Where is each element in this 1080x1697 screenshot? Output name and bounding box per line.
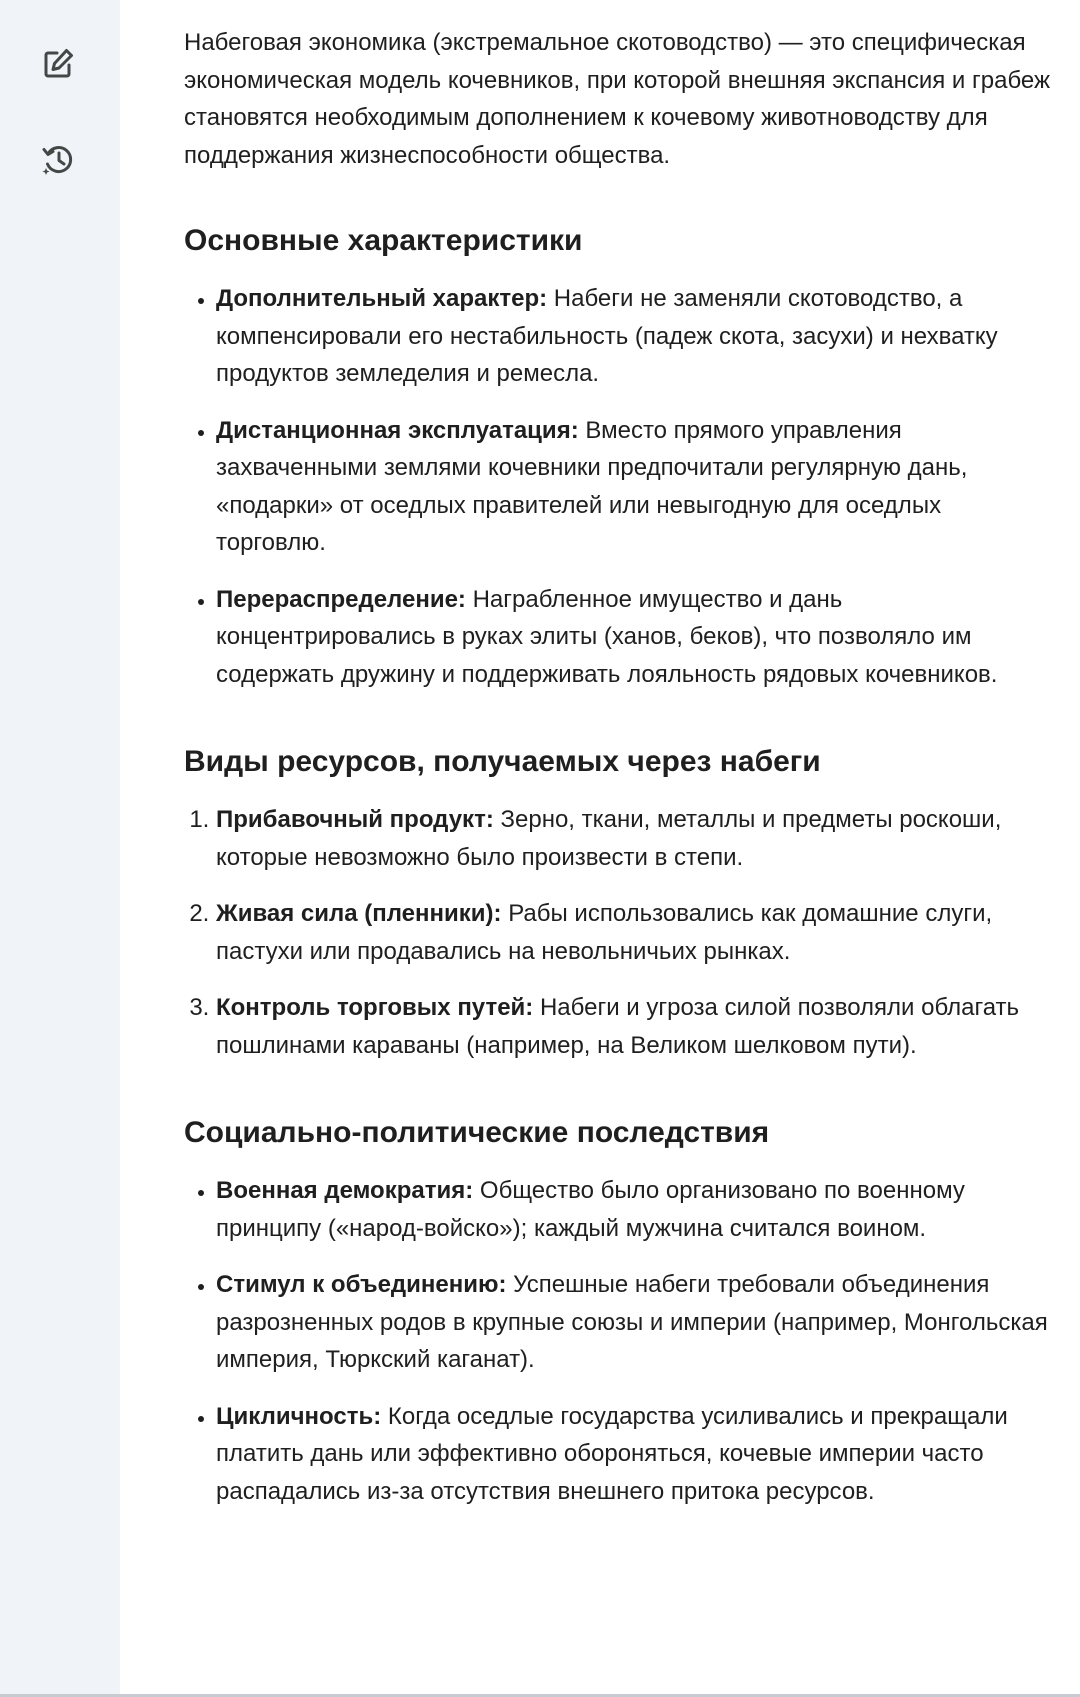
section-heading: Социально-политические последствия xyxy=(184,1116,770,1149)
item-text: Общество было организовано по военному принципу («народ-войско»); каждый мужчина считался воином. xyxy=(216,1177,965,1242)
list-item xyxy=(216,989,1056,1064)
list-item xyxy=(216,1398,1056,1511)
item-term: Военная демократия: xyxy=(216,1177,474,1204)
list-item xyxy=(216,801,1056,876)
item-term: Контроль торговых путей: xyxy=(216,994,534,1021)
list-item xyxy=(216,895,1056,970)
new-chat-button[interactable] xyxy=(36,42,80,86)
item-term: Дополнительный характер: xyxy=(216,285,548,312)
history-icon xyxy=(40,142,76,178)
section-heading: Виды ресурсов, получаемых через набеги xyxy=(184,745,821,778)
list-item xyxy=(216,412,1056,562)
list-item xyxy=(216,581,1056,694)
item-text: Успешные набеги требовали объединения разрозненных родов в крупные союзы и империи (например, Монгольская империя, Тюркский каганат). xyxy=(216,1271,1048,1373)
item-text: Вместо прямого управления захваченными землями кочевники предпочитали регулярную дань, «подарки» от оседлых правителей или невыгодную для оседлых торговлю. xyxy=(216,416,968,556)
item-term: Дистанционная эксплуатация: xyxy=(216,416,579,444)
item-term: Перераспределение: xyxy=(216,585,466,613)
history-button[interactable] xyxy=(36,138,80,182)
item-term: Стимул к объединению: xyxy=(216,1271,507,1298)
numbered-list xyxy=(184,801,1056,1064)
response-content xyxy=(184,24,1056,1510)
item-text: Набеги не заменяли скотоводство, а компенсировали его нестабильность (падеж скота, засухи) и нехватку продуктов земледелия и ремесла. xyxy=(216,285,998,387)
list-item xyxy=(216,1266,1056,1379)
sidebar-rail xyxy=(0,0,120,1697)
item-text: Рабы использовались как домашние слуги, пастухи или продавались на невольничьих рынках. xyxy=(216,900,993,965)
item-text: Награбленное имущество и дань концентрировались в руках элиты (ханов, беков), что позволяло им содержать дружину и поддерживать лояльность рядовых кочевников. xyxy=(216,585,998,688)
bullet-list xyxy=(184,280,1056,693)
list-item xyxy=(216,1172,1056,1247)
item-term: Живая сила (пленники): xyxy=(216,900,502,927)
new-chat-icon xyxy=(41,47,75,81)
section-heading: Основные характеристики xyxy=(184,224,583,257)
item-term: Прибавочный продукт: xyxy=(216,806,494,833)
item-text: Когда оседлые государства усиливались и прекращали платить дань или эффективно обороняться, кочевые империи часто распадались из-за отсутствия внешнего притока ресурсов. xyxy=(216,1402,1008,1505)
item-text: Зерно, ткани, металлы и предметы роскоши, которые невозможно было произвести в степи. xyxy=(216,806,1002,871)
item-term: Цикличность: xyxy=(216,1402,382,1430)
intro-paragraph: Набеговая экономика (экстремальное скотоводство) — это специфическая экономическая модель кочевников, при которой внешняя экспансия и грабеж становятся необходимым дополнением к кочевому животноводству для поддержания жизнеспособности общества. xyxy=(184,29,1051,169)
item-text: Набеги и угроза силой позволяли облагать пошлинами караваны (например, на Великом шелковом пути). xyxy=(216,994,1020,1059)
list-item xyxy=(216,280,1056,393)
bullet-list xyxy=(184,1172,1056,1510)
